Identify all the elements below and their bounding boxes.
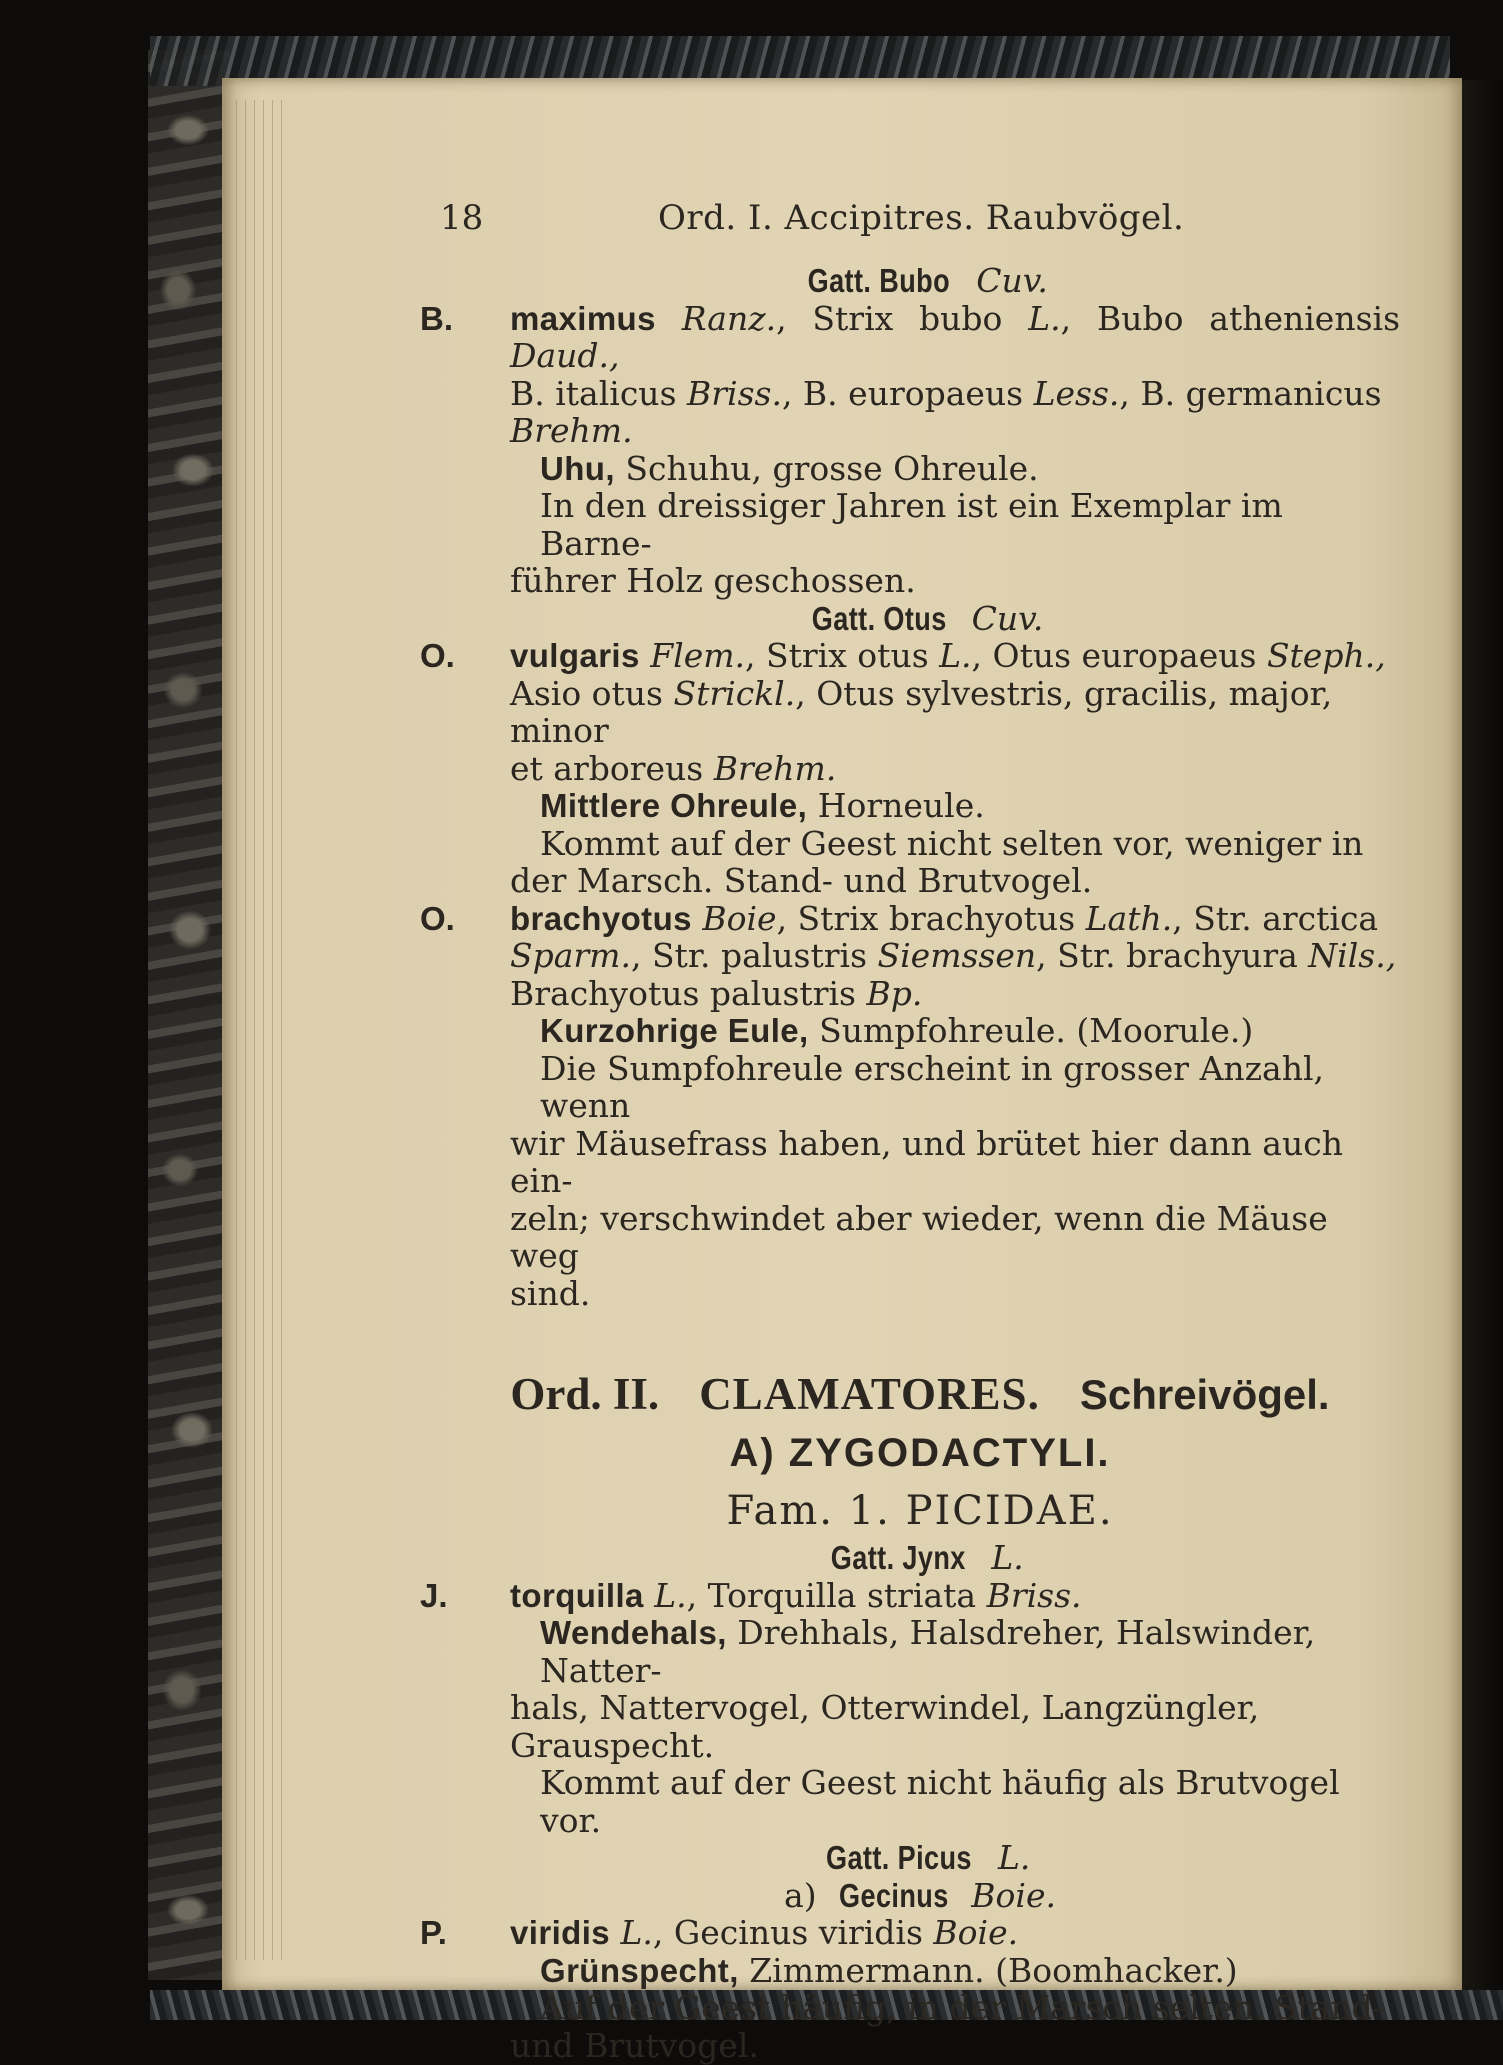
common-name-otus: Mittlere Ohreule, Horneule. xyxy=(540,786,985,825)
gatt-heading-bubo: Gatt. Bubo Cuv. xyxy=(807,261,1048,300)
species-entry-picus-viridis: P. viridis L., Gecinus viridis Boie. xyxy=(420,1913,1019,1952)
gutter-shadow xyxy=(1462,80,1503,1990)
gatt-heading-otus: Gatt. Otus Cuv. xyxy=(811,598,1044,638)
note-brachyotus: Die Sumpfohreule erscheint in grosser Anzahl, wenn wir Mäusefrass haben, und brütet hier dann auch ein- zeln; verschwindet aber wieder, wenn die Mäuse weg sind. xyxy=(510,1048,1343,1313)
subgroup-heading: A) ZYGODACTYLI. xyxy=(729,1431,1111,1475)
common-name-picus: Grünspecht, Zimmermann. (Boomhacker.) Auf der Geest häufig, in der Marsch selten. Stand- und Brutvogel. xyxy=(510,1950,1384,2065)
common-name-bubo: Uhu, Schuhu, grosse Ohreule. xyxy=(540,448,1039,488)
note-bubo: In den dreissiger Jahren ist ein Exemplar im Barne- führer Holz geschossen. xyxy=(510,486,1283,600)
marbled-binding-edge xyxy=(148,50,230,1980)
species-entry-otus-vulgaris: O. vulgaris Flem., Strix otus L., Otus europaeus Steph., Asio otus Strickl., Otus sylvestris, gracilis, major, minor et arboreus Brehm. xyxy=(420,636,1386,788)
species-entry-jynx-torquilla: J. torquilla L., Torquilla striata Briss. xyxy=(420,1575,1082,1615)
order-heading: Ord. II. CLAMATORES. Schreivögel. xyxy=(510,1369,1330,1419)
common-name-brachyotus: Kurzohrige Eule, Sumpfohreule. (Moorule.) xyxy=(540,1011,1254,1050)
subgenus-heading-gecinus: a) Gecinus Boie. xyxy=(784,1875,1056,1915)
species-entry-otus-brachyotus: O. brachyotus Boie, Strix brachyotus Lath., Str. arctica Sparm., Str. palustris Siemssen, Str. brachyura Nils., Brachyotus palustris Bp. xyxy=(420,898,1397,1013)
header-title: Ord. I. Accipitres. Raubvögel. xyxy=(658,198,1185,238)
species-entry-bubo-maximus: B. maximus Ranz., Strix bubo L., Bubo atheniensis Daud., B. italicus Briss., B. europaeus Less., B. germanicus Brehm. xyxy=(420,298,1401,450)
page-text xyxy=(420,198,1401,2065)
running-header xyxy=(440,200,1400,244)
gatt-heading-jynx: Gatt. Jynx L. xyxy=(831,1538,1024,1577)
common-name-jynx: Wendehals, Drehhals, Halsdreher, Halswinder, Natter- hals, Nattervogel, Otterwindel, Langzüngler, Grauspecht. Kommt auf der Geest nicht häufig als Brutvogel vor. xyxy=(510,1613,1340,1840)
family-heading: Fam. 1. PICIDAE. xyxy=(726,1488,1114,1534)
page-edges xyxy=(236,100,286,1960)
gatt-heading-picus: Gatt. Picus L. xyxy=(825,1838,1031,1877)
note-otus: Kommt auf der Geest nicht selten vor, weniger in der Marsch. Stand- und Brutvogel. xyxy=(510,823,1364,900)
page-number: 18 xyxy=(440,198,484,238)
